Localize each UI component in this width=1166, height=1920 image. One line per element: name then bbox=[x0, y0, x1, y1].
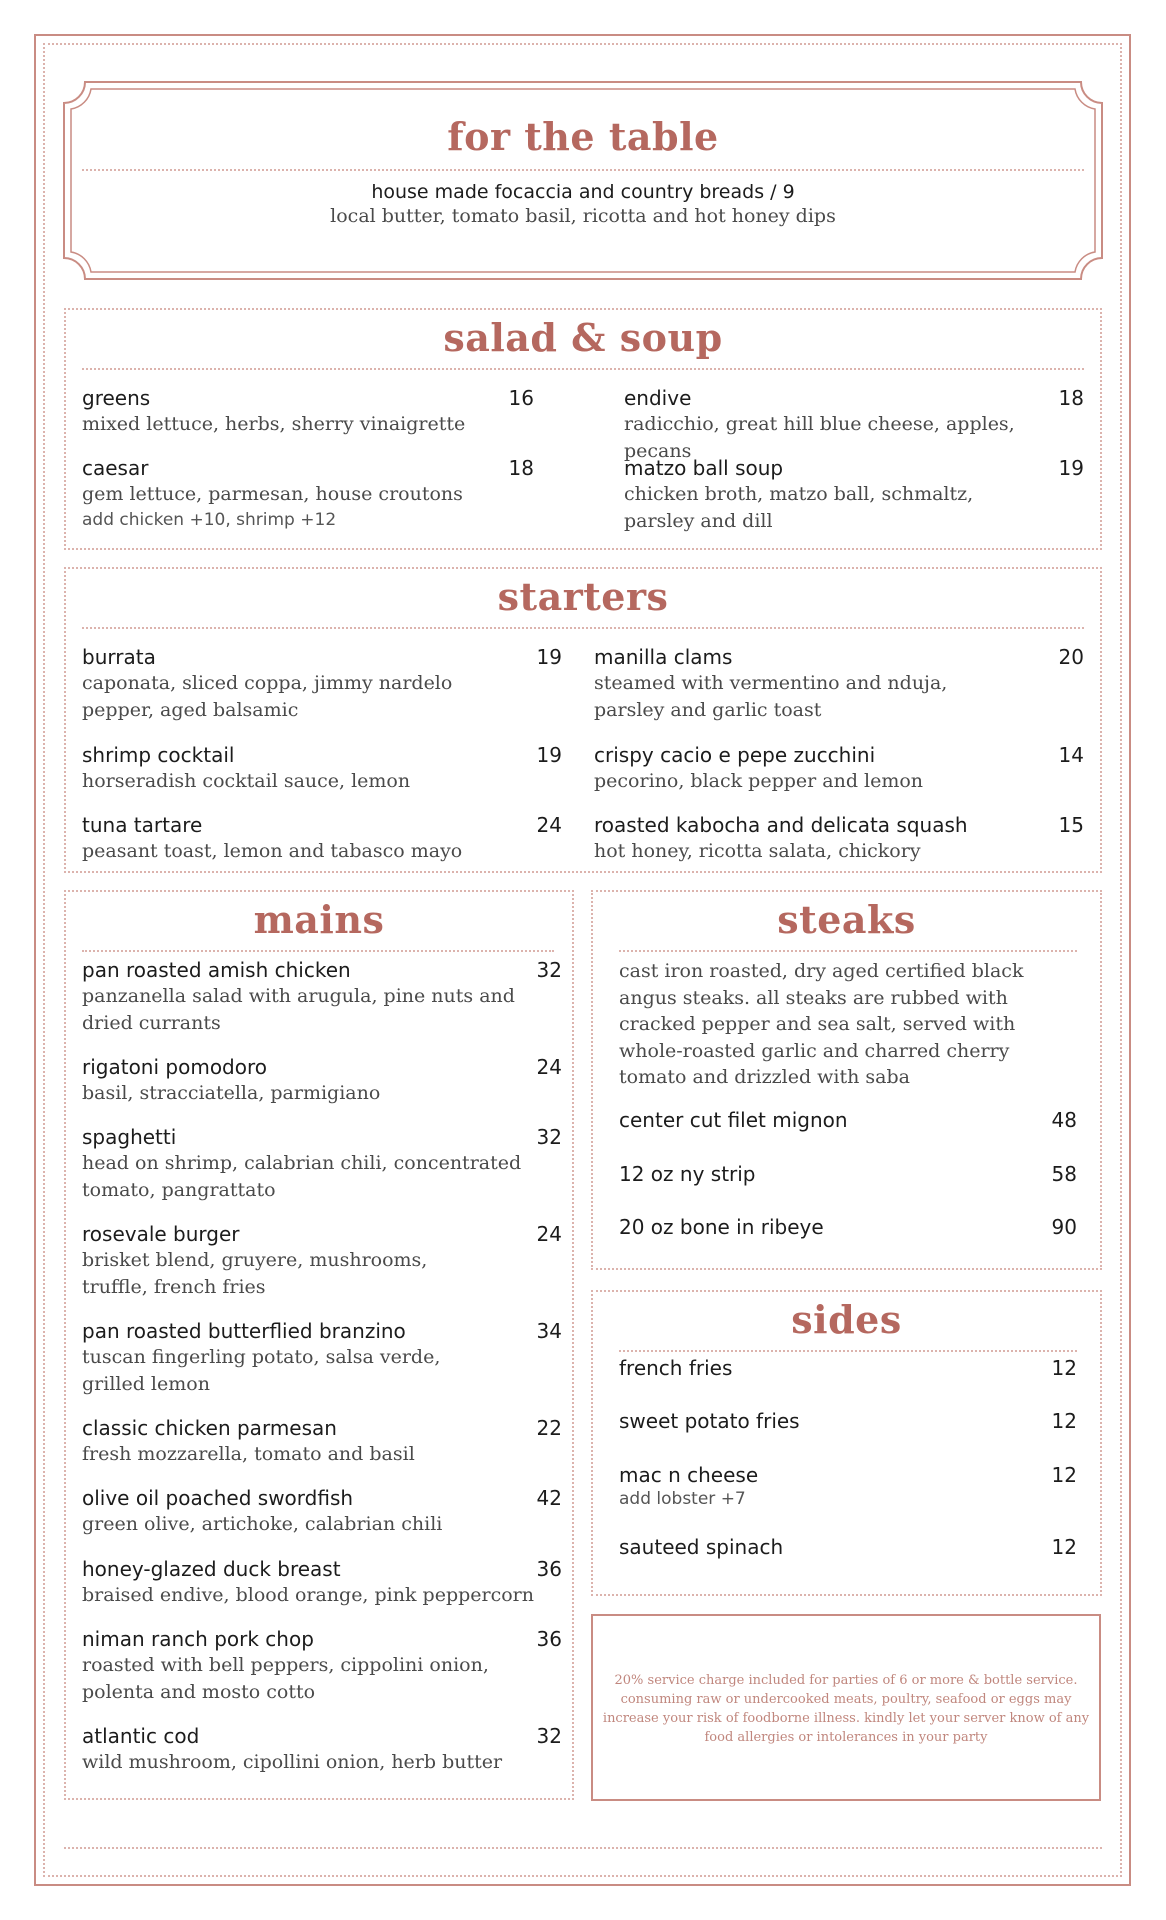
item-name: tuna tartare bbox=[82, 813, 203, 837]
menu-item bbox=[82, 645, 562, 724]
item-description: braised endive, blood orange, pink peppercorn bbox=[82, 1584, 535, 1606]
menu-item bbox=[82, 1319, 562, 1398]
menu-item bbox=[594, 743, 1084, 795]
menu-item bbox=[624, 386, 1084, 465]
steaks-section bbox=[591, 890, 1102, 1270]
item-price: 58 bbox=[1051, 1162, 1077, 1186]
item-name: pan roasted amish chicken bbox=[82, 958, 351, 982]
item-price: 15 bbox=[1058, 813, 1084, 837]
menu-item bbox=[82, 1222, 562, 1301]
menu-item bbox=[82, 1724, 562, 1776]
divider bbox=[82, 950, 554, 952]
menu-item bbox=[82, 743, 562, 795]
steaks-title: steaks bbox=[777, 897, 916, 942]
menu-item bbox=[82, 1125, 562, 1204]
item-price: 32 bbox=[536, 1125, 562, 1149]
divider bbox=[82, 169, 1084, 171]
item-description: steamed with vermentino and nduja, parsley and garlic toast bbox=[594, 672, 948, 721]
item-price: 36 bbox=[536, 1557, 562, 1581]
item-name: center cut filet mignon bbox=[619, 1108, 848, 1132]
item-name: greens bbox=[82, 386, 151, 410]
item-description: fresh mozzarella, tomato and basil bbox=[82, 1443, 415, 1465]
item-description: peasant toast, lemon and tabasco mayo bbox=[82, 840, 463, 862]
disclaimer-box bbox=[591, 1614, 1101, 1801]
item-name: spaghetti bbox=[82, 1125, 177, 1149]
item-name: manilla clams bbox=[594, 645, 733, 669]
item-addon-note: add lobster +7 bbox=[619, 1489, 746, 1509]
item-description: horseradish cocktail sauce, lemon bbox=[82, 770, 411, 792]
item-price: 90 bbox=[1051, 1215, 1077, 1239]
divider bbox=[82, 627, 1084, 629]
item-name: niman ranch pork chop bbox=[82, 1627, 314, 1651]
item-description: hot honey, ricotta salata, chickory bbox=[594, 840, 921, 862]
menu-item bbox=[82, 1557, 562, 1609]
sides-title: sides bbox=[791, 1297, 902, 1342]
disclaimer-text: 20% service charge included for parties of 6 or more & bottle service. consuming raw or undercooked meats, poultry, seafood or eggs may increase your risk of foodborne illness. kindly let your server know of any food allergies or intolerances in your party bbox=[602, 1673, 1090, 1745]
for-the-table-section bbox=[63, 81, 1103, 280]
item-name: rigatoni pomodoro bbox=[82, 1055, 267, 1079]
menu-item bbox=[594, 645, 1084, 724]
divider bbox=[82, 368, 1084, 370]
item-name: french fries bbox=[619, 1356, 733, 1380]
item-price: 18 bbox=[1058, 386, 1084, 410]
bottom-divider bbox=[64, 1847, 1102, 1849]
item-price: 24 bbox=[536, 1055, 562, 1079]
menu-item bbox=[619, 1162, 1077, 1186]
item-description: head on shrimp, calabrian chili, concentrated tomato, pangrattato bbox=[82, 1152, 522, 1201]
menu-item bbox=[82, 813, 562, 865]
menu-item bbox=[624, 456, 1084, 535]
item-name: sweet potato fries bbox=[619, 1409, 800, 1433]
for-the-table-title: for the table bbox=[447, 114, 719, 159]
salad-soup-title: salad & soup bbox=[443, 315, 723, 360]
focaccia-item: house made focaccia and country breads / 9 bbox=[371, 181, 795, 203]
item-description: green olive, artichoke, calabrian chili bbox=[82, 1513, 443, 1535]
item-price: 12 bbox=[1051, 1535, 1077, 1559]
divider bbox=[619, 950, 1077, 952]
mains-title: mains bbox=[253, 897, 385, 942]
item-description: pecorino, black pepper and lemon bbox=[594, 770, 924, 792]
salad-soup-section bbox=[64, 308, 1102, 550]
menu-item bbox=[82, 456, 534, 530]
item-description: caponata, sliced coppa, jimmy nardelo pepper, aged balsamic bbox=[82, 672, 453, 721]
item-name: endive bbox=[624, 386, 692, 410]
item-description: basil, stracciatella, parmigiano bbox=[82, 1082, 381, 1104]
menu-item bbox=[82, 1486, 562, 1538]
item-addon-note: add chicken +10, shrimp +12 bbox=[82, 510, 337, 530]
menu-item bbox=[619, 1463, 1077, 1509]
item-price: 19 bbox=[536, 645, 562, 669]
menu-item bbox=[82, 1055, 562, 1107]
menu-item bbox=[619, 1409, 1077, 1433]
item-name: classic chicken parmesan bbox=[82, 1416, 337, 1440]
menu-item bbox=[82, 1416, 562, 1468]
item-price: 18 bbox=[508, 456, 534, 480]
item-price: 14 bbox=[1058, 743, 1084, 767]
menu-item bbox=[82, 1627, 562, 1706]
item-name: 12 oz ny strip bbox=[619, 1162, 756, 1186]
item-price: 19 bbox=[1058, 456, 1084, 480]
item-name: burrata bbox=[82, 645, 156, 669]
item-price: 16 bbox=[508, 386, 534, 410]
starters-section bbox=[64, 567, 1102, 873]
item-name: 20 oz bone in ribeye bbox=[619, 1215, 824, 1239]
menu-item bbox=[594, 813, 1084, 865]
menu-item bbox=[82, 958, 562, 1037]
item-name: atlantic cod bbox=[82, 1724, 200, 1748]
item-name: shrimp cocktail bbox=[82, 743, 235, 767]
sides-section bbox=[591, 1290, 1102, 1596]
mains-section bbox=[64, 890, 574, 1800]
item-description: mixed lettuce, herbs, sherry vinaigrette bbox=[82, 413, 466, 435]
item-description: panzanella salad with arugula, pine nuts and dried currants bbox=[82, 985, 515, 1034]
item-description: wild mushroom, cipollini onion, herb butter bbox=[82, 1751, 503, 1773]
item-price: 22 bbox=[536, 1416, 562, 1440]
item-name: rosevale burger bbox=[82, 1222, 240, 1246]
item-name: mac n cheese bbox=[619, 1463, 759, 1487]
item-description: tuscan fingerling potato, salsa verde, grilled lemon bbox=[82, 1346, 441, 1395]
item-price: 12 bbox=[1051, 1409, 1077, 1433]
menu-item bbox=[82, 386, 534, 438]
item-price: 12 bbox=[1051, 1463, 1077, 1487]
item-price: 42 bbox=[536, 1486, 562, 1510]
item-description: brisket blend, gruyere, mushrooms, truffle, french fries bbox=[82, 1249, 428, 1298]
item-name: honey-glazed duck breast bbox=[82, 1557, 341, 1581]
item-price: 32 bbox=[536, 1724, 562, 1748]
item-description: gem lettuce, parmesan, house croutons bbox=[82, 483, 463, 505]
item-name: matzo ball soup bbox=[624, 456, 784, 480]
steaks-description: cast iron roasted, dry aged certified black angus steaks. all steaks are rubbed with cracked pepper and sea salt, served with whole-roasted garlic and charred cherry tomato and drizzled with saba bbox=[619, 960, 1024, 1088]
item-name: roasted kabocha and delicata squash bbox=[594, 813, 968, 837]
focaccia-description: local butter, tomato basil, ricotta and hot honey dips bbox=[330, 205, 836, 227]
item-price: 19 bbox=[536, 743, 562, 767]
item-price: 32 bbox=[536, 958, 562, 982]
item-price: 36 bbox=[536, 1627, 562, 1651]
item-name: pan roasted butterflied branzino bbox=[82, 1319, 406, 1343]
item-description: radicchio, great hill blue cheese, apples, pecans bbox=[624, 413, 1015, 462]
item-price: 12 bbox=[1051, 1356, 1077, 1380]
item-name: sauteed spinach bbox=[619, 1535, 784, 1559]
item-name: crispy cacio e pepe zucchini bbox=[594, 743, 876, 767]
item-price: 24 bbox=[536, 813, 562, 837]
menu-item bbox=[619, 1215, 1077, 1239]
item-price: 34 bbox=[536, 1319, 562, 1343]
item-name: caesar bbox=[82, 456, 149, 480]
menu-item bbox=[619, 1108, 1077, 1132]
item-description: roasted with bell peppers, cippolini onion, polenta and mosto cotto bbox=[82, 1654, 489, 1703]
starters-title: starters bbox=[497, 574, 669, 619]
item-name: olive oil poached swordfish bbox=[82, 1486, 354, 1510]
item-price: 20 bbox=[1058, 645, 1084, 669]
divider bbox=[619, 1350, 1077, 1352]
menu-item bbox=[619, 1535, 1077, 1559]
menu-item bbox=[619, 1356, 1077, 1380]
item-price: 24 bbox=[536, 1222, 562, 1246]
item-description: chicken broth, matzo ball, schmaltz, parsley and dill bbox=[624, 483, 974, 532]
item-price: 48 bbox=[1051, 1108, 1077, 1132]
